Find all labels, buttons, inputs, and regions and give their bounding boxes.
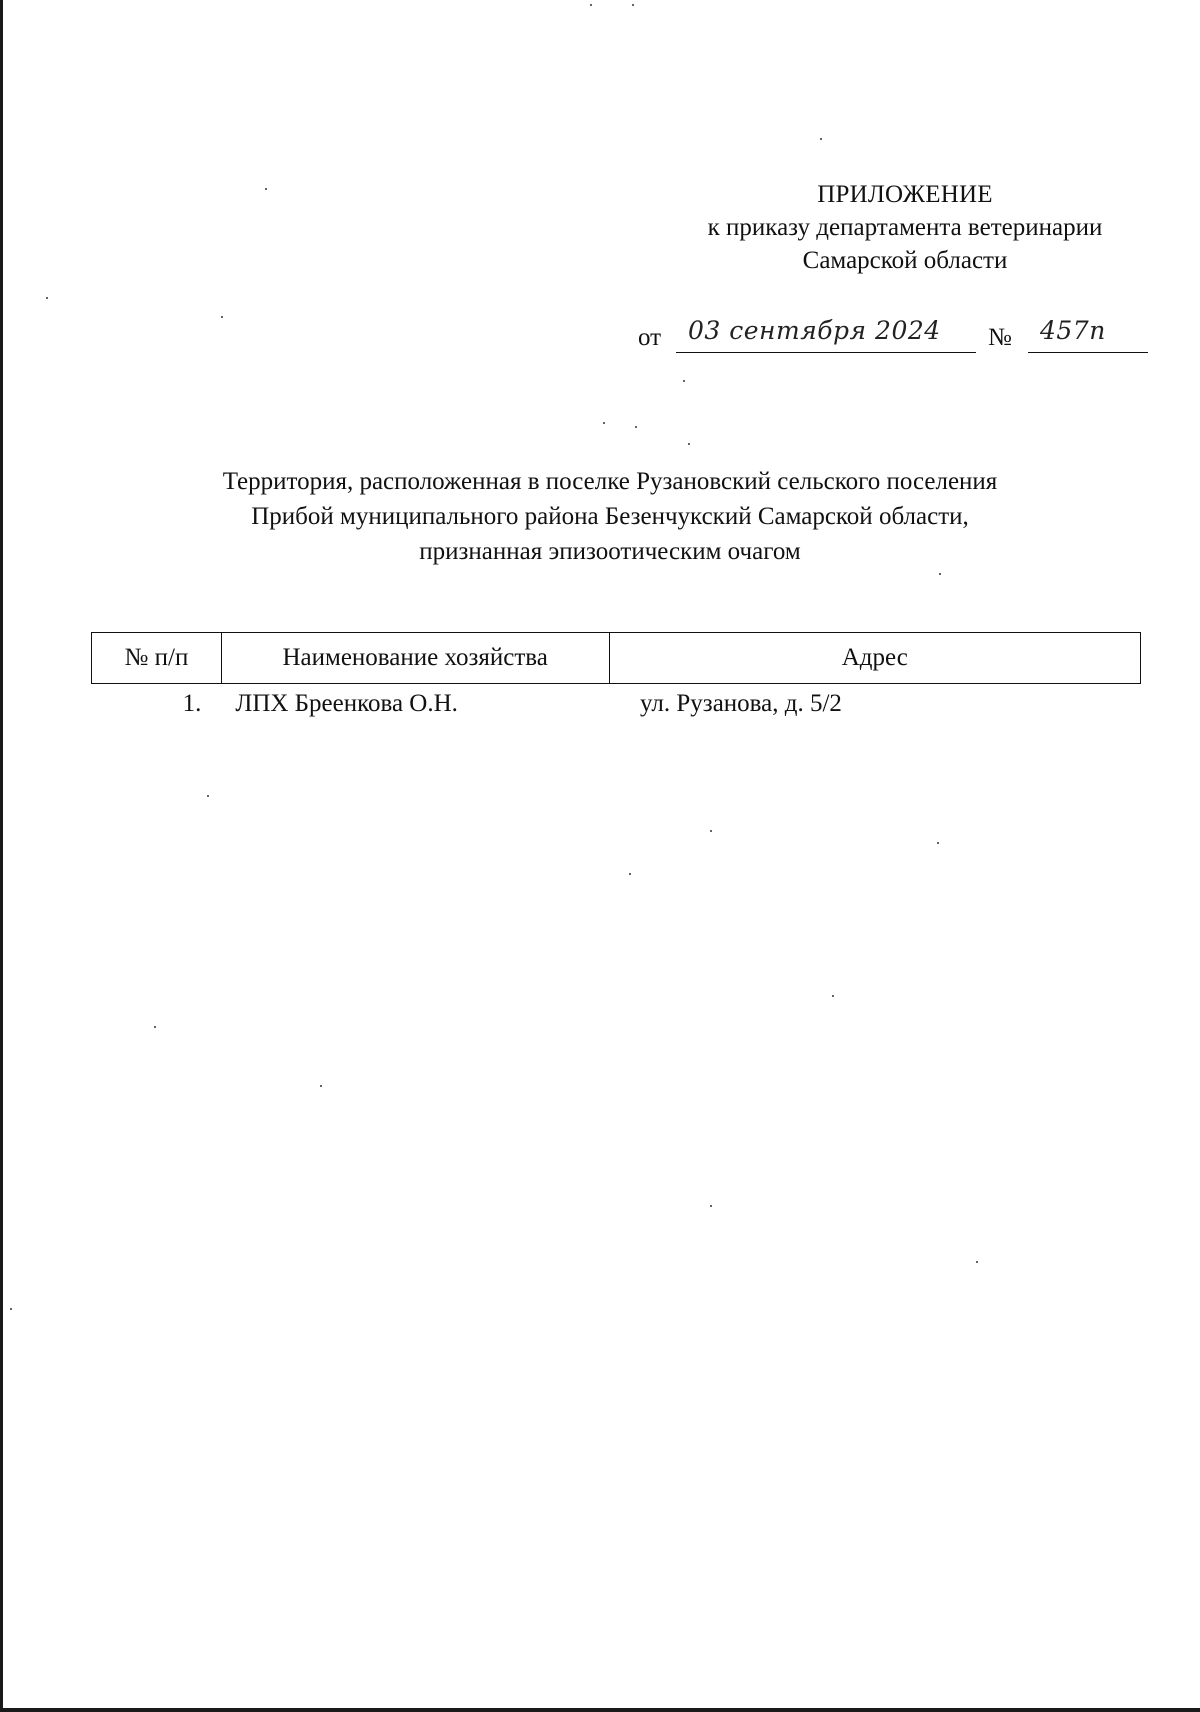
scan-speck bbox=[710, 1205, 712, 1207]
row-number: 1. bbox=[182, 690, 202, 717]
order-number-handwritten: 457п bbox=[1040, 316, 1106, 345]
scan-speck bbox=[635, 426, 637, 428]
row-address: ул. Рузанова, д. 5/2 bbox=[640, 690, 842, 717]
order-date-field bbox=[676, 318, 976, 353]
header-farm-name: Наименование хозяйства bbox=[221, 633, 609, 684]
farms-table-wrapper bbox=[91, 632, 1141, 730]
order-number-field bbox=[1028, 318, 1148, 353]
scan-speck bbox=[976, 1261, 978, 1263]
order-date-handwritten: 03 сентября 2024 bbox=[688, 316, 941, 345]
scan-speck bbox=[939, 573, 941, 575]
appendix-line-region: Самарской области bbox=[802, 247, 1008, 274]
heading-line-3: признанная эпизоотическим очагом bbox=[419, 538, 801, 565]
heading-line-1: Территория, расположенная в поселке Рузановский сельского поселения bbox=[222, 468, 998, 495]
scan-speck bbox=[683, 380, 685, 382]
scan-speck bbox=[590, 4, 592, 6]
appendix-header bbox=[620, 178, 1190, 277]
scan-border-bottom bbox=[0, 1708, 1200, 1712]
scan-speck bbox=[710, 830, 712, 832]
table-header-row bbox=[92, 633, 1141, 684]
row-farm-name: ЛПХ Бреенкова О.Н. bbox=[235, 690, 458, 717]
table-row bbox=[92, 684, 1141, 731]
order-reference bbox=[638, 318, 1158, 358]
header-number: № п/п bbox=[92, 633, 222, 684]
scan-speck bbox=[832, 995, 834, 997]
scan-speck bbox=[820, 138, 822, 140]
scan-speck bbox=[603, 422, 605, 424]
appendix-line-order: к приказу департамента ветеринарии bbox=[707, 214, 1103, 241]
document-heading bbox=[180, 464, 1040, 569]
scan-speck bbox=[632, 4, 634, 6]
scan-speck bbox=[221, 316, 223, 318]
order-from-label: от bbox=[638, 324, 662, 351]
scan-speck bbox=[207, 795, 209, 797]
header-address: Адрес bbox=[609, 633, 1140, 684]
scan-border-left bbox=[0, 0, 3, 1712]
scan-speck bbox=[629, 873, 631, 875]
heading-line-2: Прибой муниципального района Безенчукский Самарской области, bbox=[251, 503, 969, 530]
scan-speck bbox=[265, 188, 267, 190]
scan-speck bbox=[154, 1026, 156, 1028]
scan-speck bbox=[320, 1085, 322, 1087]
farms-table bbox=[91, 632, 1141, 730]
scan-speck bbox=[688, 443, 690, 445]
order-number-label: № bbox=[988, 324, 1012, 351]
scan-speck bbox=[937, 842, 939, 844]
scan-speck bbox=[10, 1308, 12, 1310]
scan-speck bbox=[46, 297, 48, 299]
appendix-title: ПРИЛОЖЕНИЕ bbox=[817, 181, 993, 208]
